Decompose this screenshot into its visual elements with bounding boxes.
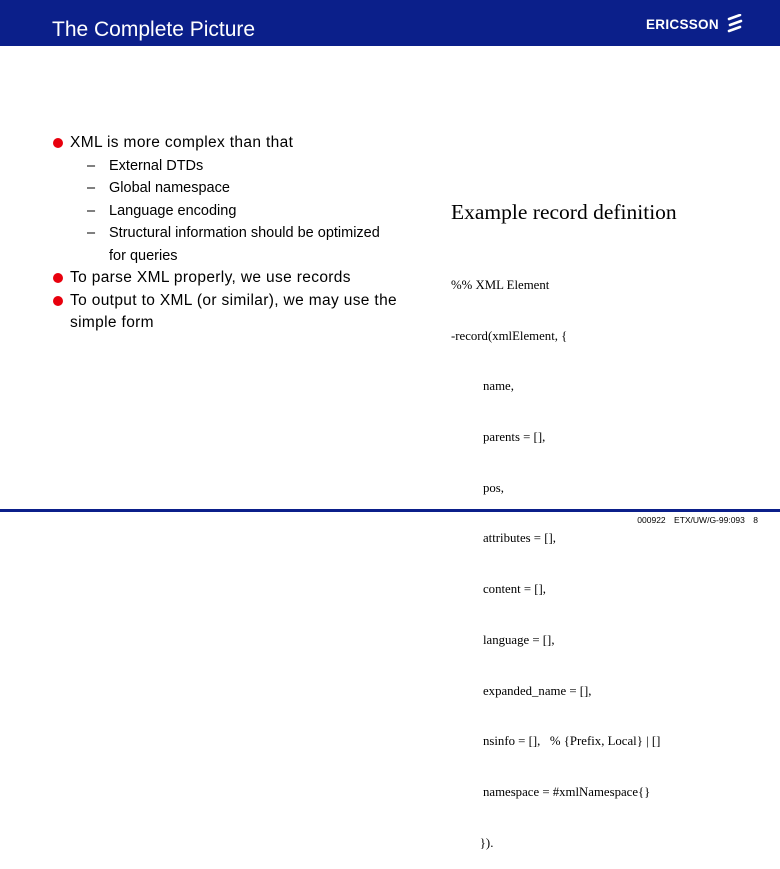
- footer-date: 000922: [637, 515, 666, 525]
- code-line: language = [],: [451, 632, 555, 647]
- sub-item-text: External DTDs: [109, 157, 204, 174]
- code-line: parents = [],: [451, 429, 546, 444]
- code-line: expanded_name = [],: [451, 683, 592, 698]
- sub-item-text: Language encoding: [109, 202, 237, 219]
- footer-doc-id: ETX/UW/G-99:093: [674, 515, 745, 525]
- code-line: -record(xmlElement, {: [451, 328, 568, 343]
- bullet-text: To parse XML properly, we use records: [70, 269, 351, 286]
- bullet-item: [50, 290, 400, 335]
- code-line: pos,: [451, 480, 504, 495]
- code-line: attributes = [],: [451, 531, 556, 546]
- ericsson-logo: [646, 14, 743, 34]
- code-line: %% XML Element: [451, 277, 550, 292]
- footer-divider: [0, 509, 780, 512]
- dash-icon: –: [87, 157, 96, 174]
- logo-text: ERICSSON: [646, 16, 719, 32]
- bullet-dot-icon: [53, 273, 63, 283]
- ericsson-logo-icon: [727, 14, 743, 34]
- code-line: nsinfo = [], % {Prefix, Local} | []: [451, 734, 661, 749]
- bullet-dot-icon: [53, 138, 63, 148]
- footer-page-number: 8: [753, 515, 758, 525]
- dash-icon: –: [87, 180, 96, 196]
- bullet-item: [50, 267, 400, 290]
- bullet-list: [50, 132, 400, 335]
- code-line: content = [],: [451, 582, 546, 597]
- code-block: [451, 243, 660, 869]
- sub-item: [50, 200, 400, 223]
- sub-item: [50, 177, 400, 200]
- code-line: namespace = #xmlNamespace{}: [451, 785, 651, 799]
- sub-item-text: Structural information should be optimized for queries: [109, 225, 380, 264]
- bullet-item: [50, 132, 400, 155]
- bullet-text: XML is more complex than that: [70, 134, 294, 151]
- sub-item: [50, 222, 400, 267]
- dash-icon: –: [87, 202, 96, 219]
- footer: [637, 515, 758, 525]
- example-title: Example record definition: [451, 200, 677, 224]
- code-line: }).: [451, 835, 494, 850]
- bullet-dot-icon: [53, 296, 63, 306]
- code-line: name,: [451, 379, 514, 394]
- slide-title: The Complete Picture: [52, 18, 256, 41]
- sub-item-text: Global namespace: [109, 180, 230, 196]
- dash-icon: –: [87, 225, 96, 241]
- bullet-text: To output to XML (or similar), we may use the simple form: [70, 291, 398, 331]
- sub-item: [50, 155, 400, 178]
